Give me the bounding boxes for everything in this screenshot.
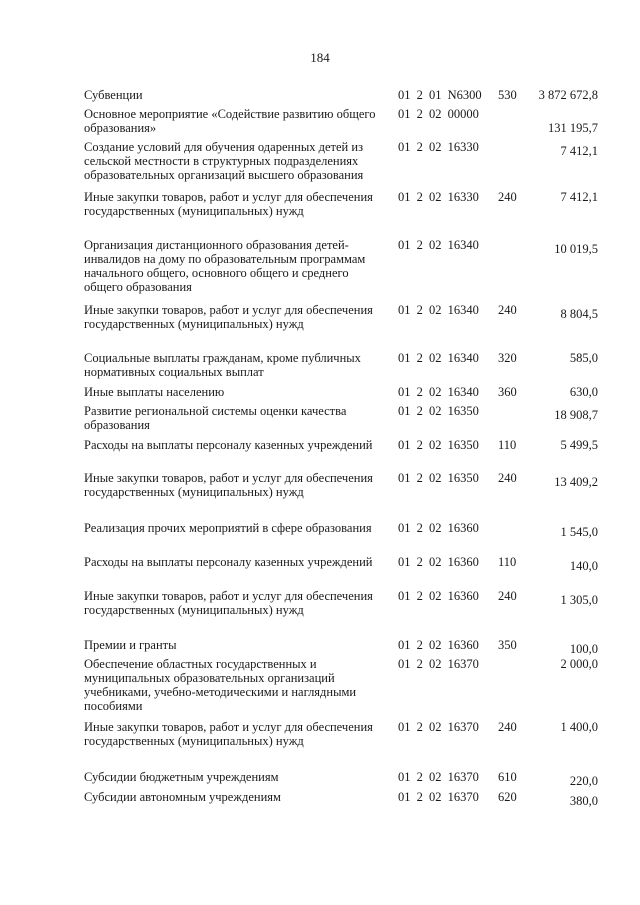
row-description: Премии и гранты — [84, 638, 177, 652]
row-code: 01 2 02 16330 — [398, 190, 479, 204]
row-description: Иные выплаты населению — [84, 385, 225, 399]
row-description: Иные закупки товаров, работ и услуг для обеспечения государственных (муниципальных) нужд — [84, 190, 373, 218]
row-description: Расходы на выплаты персоналу казенных учреждений — [84, 555, 373, 569]
row-description: Основное мероприятие «Содействие развитию общего образования» — [84, 107, 376, 135]
row-code: 01 2 01 N6300 — [398, 88, 482, 102]
row-code: 01 2 02 16340 — [398, 238, 479, 252]
row-amount: 380,0 — [569, 794, 598, 808]
row-expense-type: 110 — [498, 555, 517, 569]
row-expense-type: 360 — [498, 385, 517, 399]
row-description: Расходы на выплаты персоналу казенных учреждений — [84, 438, 373, 452]
row-expense-type: 240 — [498, 303, 517, 317]
row-expense-type: 320 — [498, 351, 517, 365]
row-amount: 140,0 — [569, 559, 598, 573]
row-expense-type: 110 — [498, 438, 517, 452]
row-description: Субсидии автономным учреждениям — [84, 790, 281, 804]
row-amount: 131 195,7 — [548, 121, 598, 135]
row-description: Субсидии бюджетным учреждениям — [84, 770, 279, 784]
row-expense-type: 240 — [498, 471, 517, 485]
row-code: 01 2 02 16350 — [398, 471, 479, 485]
row-description: Развитие региональной системы оценки качества образования — [84, 404, 347, 432]
row-amount: 7 412,1 — [560, 190, 598, 204]
row-amount: 100,0 — [569, 642, 598, 656]
row-amount: 220,0 — [569, 774, 598, 788]
row-amount: 1 400,0 — [560, 720, 598, 734]
row-description: Организация дистанционного образования детей-инвалидов на дому по образовательным программам начального общего, основного общего и среднего общего образования — [84, 238, 366, 294]
row-amount: 630,0 — [569, 385, 598, 399]
row-code: 01 2 02 16340 — [398, 385, 479, 399]
row-description: Иные закупки товаров, работ и услуг для обеспечения государственных (муниципальных) нужд — [84, 471, 373, 499]
row-amount: 7 412,1 — [560, 144, 598, 158]
row-description: Иные закупки товаров, работ и услуг для обеспечения государственных (муниципальных) нужд — [84, 589, 373, 617]
row-code: 01 2 02 16330 — [398, 140, 479, 154]
row-expense-type: 240 — [498, 720, 517, 734]
row-code: 01 2 02 16370 — [398, 720, 479, 734]
row-code: 01 2 02 16350 — [398, 404, 479, 418]
row-amount: 2 000,0 — [560, 657, 598, 671]
row-expense-type: 350 — [498, 638, 517, 652]
row-code: 01 2 02 16360 — [398, 555, 479, 569]
page-number: 184 — [310, 50, 330, 65]
row-code: 01 2 02 16370 — [398, 657, 479, 671]
row-description: Иные закупки товаров, работ и услуг для обеспечения государственных (муниципальных) нужд — [84, 720, 373, 748]
row-code: 01 2 02 16360 — [398, 521, 479, 535]
row-code: 01 2 02 16360 — [398, 638, 479, 652]
row-code: 01 2 02 16350 — [398, 438, 479, 452]
row-code: 01 2 02 16370 — [398, 770, 479, 784]
row-expense-type: 530 — [498, 88, 517, 102]
row-amount: 5 499,5 — [560, 438, 598, 452]
row-code: 01 2 02 00000 — [398, 107, 479, 121]
row-description: Создание условий для обучения одаренных детей из сельской местности в структурных подразделениях образовательных организаций высшего образования — [84, 140, 364, 182]
row-amount: 3 872 672,8 — [538, 88, 598, 102]
row-expense-type: 610 — [498, 770, 517, 784]
row-code: 01 2 02 16370 — [398, 790, 479, 804]
row-description: Иные закупки товаров, работ и услуг для обеспечения государственных (муниципальных) нужд — [84, 303, 373, 331]
row-amount: 13 409,2 — [554, 475, 598, 489]
row-amount: 8 804,5 — [560, 307, 598, 321]
row-amount: 18 908,7 — [554, 408, 598, 422]
row-description: Социальные выплаты гражданам, кроме публичных нормативных социальных выплат — [84, 351, 361, 379]
row-code: 01 2 02 16340 — [398, 351, 479, 365]
row-expense-type: 620 — [498, 790, 517, 804]
row-amount: 585,0 — [569, 351, 598, 365]
row-description: Субвенции — [84, 88, 143, 102]
row-amount: 1 305,0 — [560, 593, 598, 607]
row-amount: 1 545,0 — [560, 525, 598, 539]
row-expense-type: 240 — [498, 589, 517, 603]
row-expense-type: 240 — [498, 190, 517, 204]
row-description: Обеспечение областных государственных и муниципальных образовательных организаций учебниками, учебно-методическими и наглядными пособиями — [84, 657, 357, 713]
row-description: Реализация прочих мероприятий в сфере образования — [84, 521, 372, 535]
row-amount: 10 019,5 — [554, 242, 598, 256]
row-code: 01 2 02 16340 — [398, 303, 479, 317]
row-code: 01 2 02 16360 — [398, 589, 479, 603]
